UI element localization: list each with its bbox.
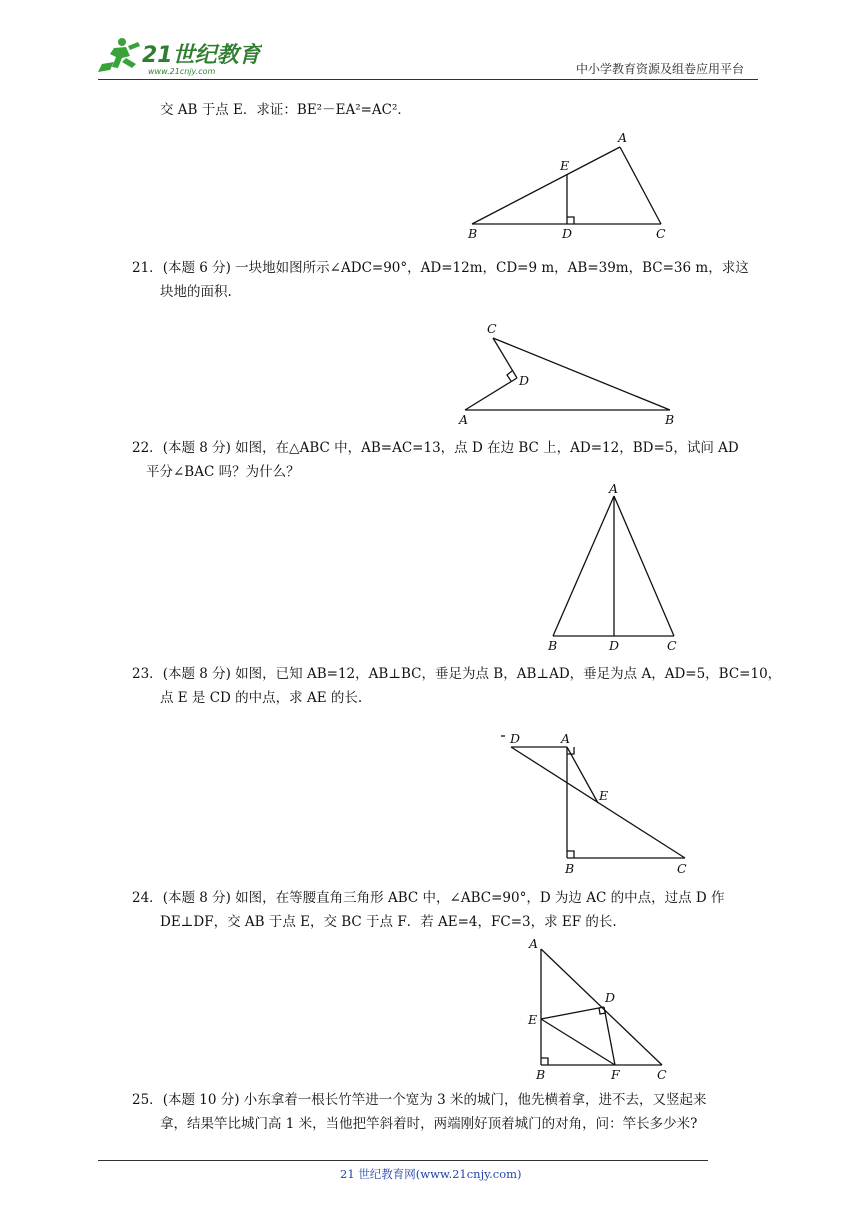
header-platform-text: 中小学教育资源及组卷应用平台 <box>576 62 745 76</box>
fig23-label-c: C <box>677 861 687 876</box>
q25-text-1: (本题 10 分) 小东拿着一根长竹竿进一个宽为 3 米的城门，他先横着拿，进不去，又竖起来 <box>162 1092 707 1108</box>
q23-line1 <box>132 662 781 686</box>
q23-number: 23． <box>132 666 163 682</box>
q24-number: 24． <box>132 890 163 906</box>
fig24-label-a: A <box>529 936 539 951</box>
logo-url-text: www.21cnjy.com <box>148 67 216 76</box>
fig22-label-c: C <box>667 638 677 653</box>
q21-number: 21． <box>132 260 163 276</box>
q21-text-1: (本题 6 分) 一块地如图所示∠ADC=90°，AD=12m，CD=9 m，AB=39m，BC=36 m，求这 <box>162 260 749 276</box>
runner-logo-icon <box>98 38 140 72</box>
q23-line2: 点 E 是 CD 的中点，求 AE 的长. <box>160 690 363 706</box>
site-logo <box>92 34 262 80</box>
q22-line2: 平分∠BAC 吗？为什么？ <box>146 464 300 480</box>
q22-text-1: (本题 8 分) 如图，在△ABC 中，AB=AC=13，点 D 在边 BC 上，AD=12，BD=5，试问 AD <box>162 440 739 456</box>
fig24-label-b: B <box>536 1067 546 1082</box>
fig22-label-a: A <box>609 481 619 496</box>
fig20-label-d: D <box>562 226 573 241</box>
fig24-label-f: F <box>611 1067 620 1082</box>
logo-text: 21世纪教育 <box>142 43 261 68</box>
figure-q21 <box>455 318 685 434</box>
figure-q20 <box>460 128 680 250</box>
fig21-label-b: B <box>665 412 675 427</box>
fig24-label-d: D <box>605 990 616 1005</box>
q22-line1 <box>132 436 739 460</box>
header-divider <box>98 79 758 80</box>
q20-tail-text: 交 AB 于点 E．求证：BE²－EA²=AC²． <box>160 102 411 118</box>
q25-line1 <box>132 1088 706 1112</box>
figure-q22 <box>540 480 690 660</box>
fig21-label-c: C <box>487 321 497 336</box>
fig23-label-a: A <box>561 731 571 746</box>
fig22-label-b: B <box>548 638 558 653</box>
q24-line1 <box>132 886 725 910</box>
q25-line2: 拿，结果竿比城门高 1 米，当他把竿斜着时，两端刚好顶着城门的对角，问：竿长多少米? <box>160 1116 698 1132</box>
fig21-label-a: A <box>459 412 469 427</box>
q24-line2: DE⊥DF，交 AB 于点 E，交 BC 于点 F．若 AE=4，FC=3，求 EF 的长. <box>160 914 617 930</box>
fig23-label-d: D <box>510 731 521 746</box>
fig24-label-e: E <box>528 1012 538 1027</box>
fig23-label-e: E <box>599 788 609 803</box>
q22-number: 22． <box>132 440 163 456</box>
q24-text-1: (本题 8 分) 如图，在等腰直角三角形 ABC 中，∠ABC=90°，D 为边 AC 的中点，过点 D 作 <box>162 890 725 906</box>
fig22-label-d: D <box>609 638 620 653</box>
fig20-label-a: A <box>618 130 628 145</box>
fig23-label-b: B <box>565 861 575 876</box>
q25-number: 25． <box>132 1092 163 1108</box>
q23-text-1: (本题 8 分) 如图，已知 AB=12，AB⊥BC，垂足为点 B，AB⊥AD，垂足为点 A，AD=5，BC=10， <box>162 666 782 682</box>
fig20-label-c: C <box>656 226 666 241</box>
footer-divider <box>98 1160 708 1161</box>
q21-line1 <box>132 256 749 280</box>
footer-site-link[interactable]: 21 世纪教育网(www.21cnjy.com) <box>340 1167 522 1181</box>
figure-q23 <box>495 728 695 884</box>
fig24-label-c: C <box>657 1067 667 1082</box>
q21-line2: 块地的面积. <box>160 284 232 300</box>
fig20-label-b: B <box>468 226 478 241</box>
fig21-label-d: D <box>519 373 530 388</box>
fig20-label-e: E <box>560 158 570 173</box>
figure-q24 <box>522 934 682 1090</box>
